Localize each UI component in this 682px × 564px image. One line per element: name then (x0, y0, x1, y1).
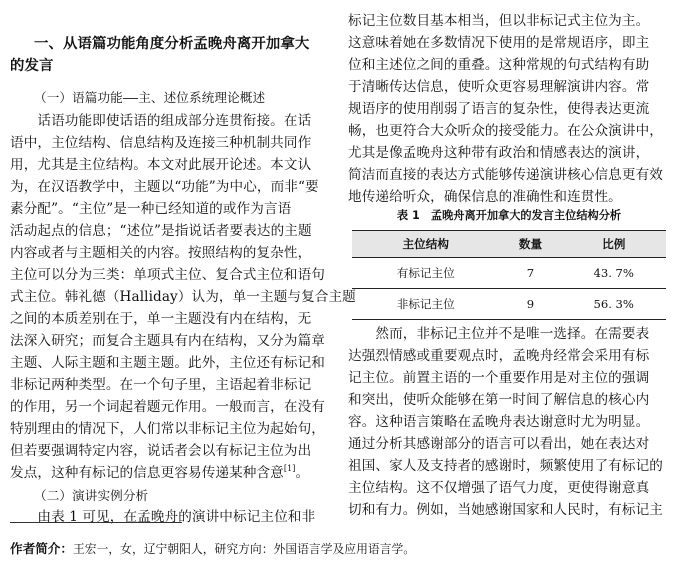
section-heading-line-2: 的发言 (10, 58, 54, 74)
body-line: 通过分析其感谢部分的语言可以看出，她在表达对 (348, 436, 650, 452)
body-line: 但若要强调特定内容，说话者会以有标记主位为出 (10, 443, 312, 459)
body-line: 地传递给听众，确保信息的准确性和连贯性。 (348, 189, 622, 205)
body-line: 语中，主位结构、信息结构及连接三种机制共同作 (10, 135, 312, 151)
body-line: 法深入研究；而复合主题具有内在结构，又分为篇章 (10, 333, 325, 349)
body-line: 达强烈情感或重要观点时，孟晚舟经常会采用有标 (348, 348, 650, 364)
body-line: 和突出，使听众能够在第一时间了解信息的核心内 (348, 392, 650, 408)
table-cell: 有标记主位 (352, 258, 499, 289)
body-line: 位和主述位之间的重叠。这种常规的句式结构有助 (348, 57, 650, 73)
column-header: 数量 (499, 231, 561, 258)
body-line-with-citation (10, 462, 309, 484)
body-line: 简洁而直接的表达方式能够传递演讲核心信息更有效 (348, 167, 663, 183)
column-header: 主位结构 (352, 231, 499, 258)
body-line: 由表 1 可见，在孟晚舟的演讲中标记主位和非 (10, 509, 316, 525)
table-cell: 非标记主位 (352, 289, 499, 320)
subheading-example: （二）演讲实例分析 (34, 488, 149, 503)
body-line: 活动起点的信息；“述位”是指说话者要表达的主题 (10, 223, 312, 239)
body-line: 畅，也更符合大众听众的接受能力。在公众演讲中， (348, 123, 663, 139)
table-cell: 56. 3% (561, 289, 666, 320)
table-row (352, 289, 666, 320)
body-line: 话语功能即使话语的组成部分连贯衔接。在话 (10, 113, 312, 129)
table-caption: 表 1 孟晚舟离开加拿大的发言主位结构分析 (396, 209, 622, 222)
footnote-label: 作者简介： (10, 541, 73, 556)
body-line: 素分配”。“主位”是一种已经知道的或作为言语 (10, 201, 292, 217)
body-line: 规语序的使用削弱了语言的复杂性，使得表达更流 (348, 101, 650, 117)
body-line: 用，尤其是主位结构。本文对此展开论述。本文认 (10, 157, 312, 173)
table-cell: 9 (499, 289, 561, 320)
table-cell: 43. 7% (561, 258, 666, 289)
body-line: 容。这种语言策略在孟晚舟表达谢意时尤为明显。 (348, 414, 650, 430)
body-text: 。 (295, 465, 310, 481)
body-line: 之间的本质差别在于，单一主题没有内在结构，无 (10, 311, 312, 327)
body-line: 主位可以分为三类：单项式主位、复合式主位和语句 (10, 267, 325, 283)
table-row (352, 258, 666, 289)
body-line: 于清晰传达信息，使听众更容易理解演讲内容。常 (348, 79, 650, 95)
body-line: 的作用，另一个词起着题元作用。一般而言，在没有 (10, 399, 325, 415)
theme-structure-table (352, 230, 666, 320)
body-line: 记主位。前置主语的一个重要作用是对主位的强调 (348, 370, 650, 386)
table-cell: 7 (499, 258, 561, 289)
body-line: 主题、人际主题和主题主题。此外，主位还有标记和 (10, 355, 325, 371)
section-heading-line-1: 一、从语篇功能角度分析孟晚舟离开加拿大 (34, 36, 310, 52)
citation-ref[interactable]: [1] (283, 464, 296, 473)
body-line: 非标记两种类型。在一个句子里，主语起着非标记 (10, 377, 312, 393)
table-header-row (352, 231, 666, 258)
column-header: 比例 (561, 231, 666, 258)
subheading-theory: （一）语篇功能——主、述位系统理论概述 (34, 90, 266, 105)
body-line: 这意味着她在多数情况下使用的是常规语序，即主 (348, 35, 650, 51)
body-line: 式主位。韩礼德（Halliday）认为，单一主题与复合主题 (10, 289, 356, 305)
body-text: 发点，这种有标记的信息更容易传递某种含意 (10, 465, 284, 481)
body-line: 然而，非标记主位并不是唯一选择。在需要表 (348, 326, 650, 342)
body-line: 内容或者与主题相关的内容。按照结构的复杂性， (10, 245, 312, 261)
body-line: 切和有力。例如，当她感谢国家和人民时，有标记主 (348, 502, 663, 518)
body-line: 主位结构。这不仅增强了语气力度，更使得谢意真 (348, 480, 650, 496)
footnote-divider (10, 522, 182, 523)
body-line: 祖国、家人及支持者的感谢时，频繁使用了有标记的 (348, 458, 663, 474)
body-line: 标记主位数目基本相当，但以非标记式主位为主。 (348, 13, 650, 29)
body-line: 尤其是像孟晚舟这种带有政治和情感表达的演讲， (348, 145, 650, 161)
body-line: 特别理由的情况下，人们常以非标记主位为起始句， (10, 421, 325, 437)
footnote-text: 王宏一，女，辽宁朝阳人，研究方向：外国语言学及应用语言学。 (72, 542, 416, 556)
body-line: 为，在汉语教学中，主题以“功能”为中心，而非“要 (10, 179, 319, 195)
author-footnote (10, 538, 415, 557)
